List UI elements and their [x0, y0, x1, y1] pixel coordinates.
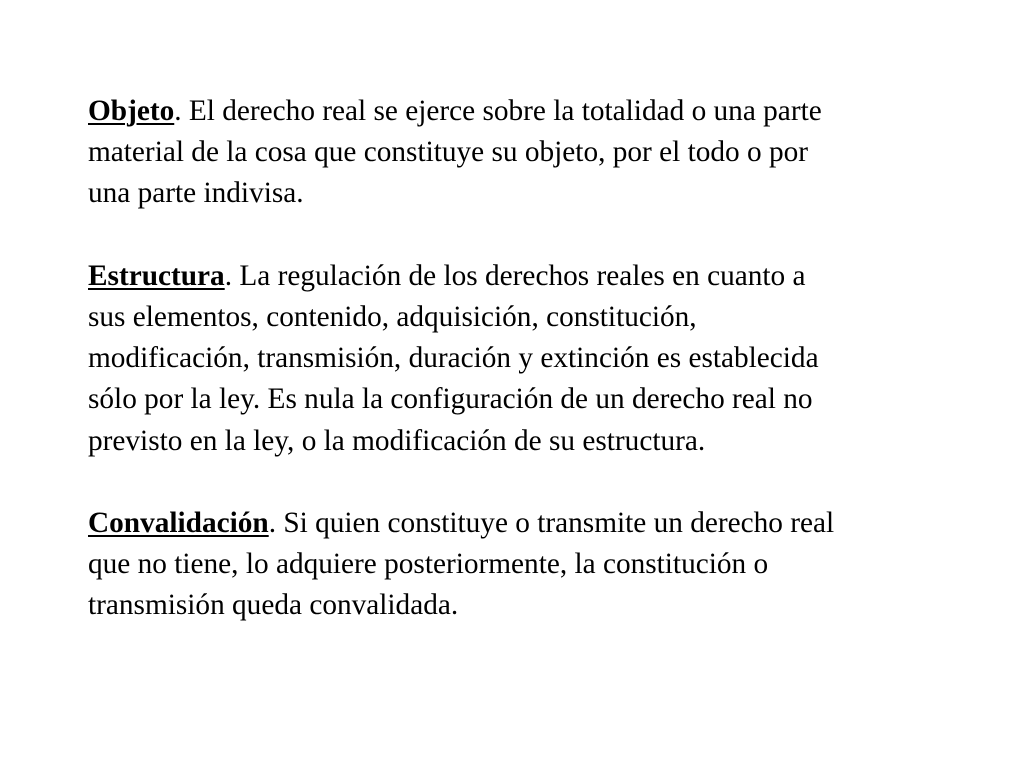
- paragraph-estructura: [88, 256, 978, 462]
- line-text: previsto en la ley, o la modificación de su estructura.: [88, 424, 706, 457]
- paragraph-objeto: [88, 91, 978, 215]
- line-text: . La regulación de los derechos reales en cuanto a: [224, 259, 806, 292]
- line-text: . Si quien constituye o transmite un derecho real: [268, 507, 835, 539]
- line-text: modificación, transmisión, duración y extinción es establecida: [88, 342, 819, 375]
- text-block: [88, 91, 978, 627]
- term-estructura: Estructura: [88, 259, 225, 292]
- paragraph-convalidacion: [88, 503, 978, 627]
- line-text: que no tiene, lo adquiere posteriormente, la constitución o: [88, 548, 769, 581]
- line-text: una parte indivisa.: [88, 177, 304, 210]
- line-text: sólo por la ley. Es nula la configuración de un derecho real no: [88, 383, 813, 416]
- line-text: transmisión queda convalidada.: [88, 589, 459, 622]
- term-objeto: Objeto: [88, 95, 175, 127]
- line-text: . El derecho real se ejerce sobre la totalidad o una parte: [174, 95, 822, 127]
- line-text: material de la cosa que constituye su objeto, por el todo o por: [88, 136, 809, 169]
- term-convalidacion: Convalidación: [88, 507, 269, 539]
- line-text: sus elementos, contenido, adquisición, constitución,: [88, 301, 697, 333]
